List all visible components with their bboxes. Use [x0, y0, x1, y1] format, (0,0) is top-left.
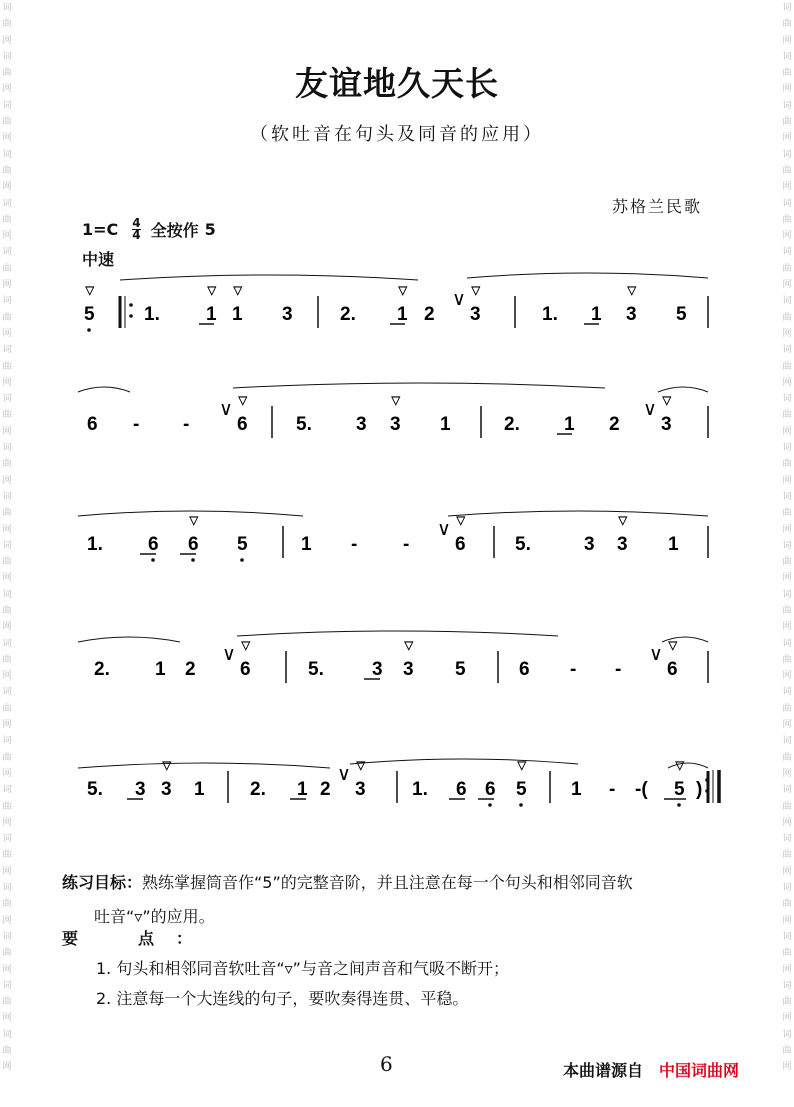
watermark-char: 曲 [782, 948, 792, 959]
subtitle: （软吐音在句头及同音的应用） [250, 124, 544, 145]
watermark-char: 曲 [782, 1046, 792, 1056]
repeat-dot [129, 314, 133, 318]
watermark-char: 曲 [2, 19, 12, 30]
watermark-char: 曲 [782, 557, 792, 568]
soft-tongue-mark: ▿ [627, 280, 637, 301]
watermark-char: 网 [782, 817, 792, 828]
note: 5 [674, 779, 685, 800]
watermark-char: 曲 [782, 312, 792, 323]
watermark-char: 网 [2, 377, 12, 388]
note: - [183, 414, 190, 435]
note: 2 [320, 779, 331, 800]
watermark-char: 词 [2, 247, 12, 258]
watermark-char: 曲 [782, 850, 792, 861]
watermark-char: 曲 [2, 948, 12, 959]
watermark-char: 词 [2, 540, 12, 551]
watermark-char: 网 [782, 84, 792, 95]
fingering-label: 全按作 [150, 221, 199, 240]
watermark-char: 曲 [2, 997, 12, 1008]
note: 1 [668, 534, 679, 555]
watermark-char: 曲 [2, 165, 12, 176]
low-octave-dot [240, 558, 244, 562]
soft-tongue-mark: ▿ [618, 510, 628, 531]
soft-tongue-mark: ▿ [517, 755, 527, 776]
watermark-char: 曲 [2, 508, 12, 519]
note: 1. [542, 304, 558, 325]
watermark-char: 曲 [782, 19, 792, 30]
source-credit [563, 1058, 739, 1081]
watermark-char: 曲 [2, 361, 12, 372]
watermark-char: 网 [782, 671, 792, 682]
note: 1 [440, 414, 451, 435]
goal-text-2: 吐音“▿”的应用。 [94, 907, 215, 926]
note: 2. [94, 659, 110, 680]
time-signature-top: 4 [132, 216, 141, 230]
watermark-char: 词 [782, 883, 792, 894]
watermark-char: 词 [2, 100, 12, 111]
watermark-char: 网 [2, 720, 12, 731]
watermark-char: 曲 [2, 1046, 12, 1056]
watermark-char: 网 [2, 182, 12, 193]
watermark-char: 网 [2, 671, 12, 682]
note: 3 [584, 534, 595, 555]
goal-text-1: 熟练掌握筒音作“5”的完整音阶，并且注意在每一个句头和相邻同音软 [142, 873, 633, 892]
watermark-char: 曲 [2, 752, 12, 763]
soft-tongue-mark: ▿ [398, 280, 408, 301]
note: 3 [355, 779, 366, 800]
watermark-char: 词 [2, 345, 12, 356]
note: 5 [676, 304, 687, 325]
watermark-char: 网 [782, 231, 792, 242]
watermark-char: 曲 [2, 459, 12, 470]
watermark-char: 网 [2, 35, 12, 46]
watermark-char: 网 [782, 524, 792, 535]
note: 3 [161, 779, 172, 800]
note: 5. [515, 534, 531, 555]
note: 1 [194, 779, 205, 800]
note: 6 [87, 414, 98, 435]
watermark-char: 网 [2, 231, 12, 242]
watermark-char: 网 [782, 866, 792, 877]
note: 2. [250, 779, 266, 800]
soft-tongue-mark: ▿ [356, 755, 366, 776]
watermark-char: 词 [782, 198, 792, 209]
watermark-char: 曲 [782, 654, 792, 665]
watermark-char: 网 [782, 1013, 792, 1024]
watermark-char: 词 [782, 345, 792, 356]
watermark-char: 网 [2, 768, 12, 779]
watermark-char: 词 [782, 931, 792, 942]
note: 3 [135, 779, 146, 800]
watermark-char: 词 [2, 3, 12, 13]
note: - [403, 534, 410, 555]
note: -( [635, 779, 648, 800]
watermark-char: 词 [2, 687, 12, 698]
note: 1 [591, 304, 602, 325]
note: 6 [456, 779, 467, 800]
watermark-char: 网 [782, 280, 792, 291]
point-1: 1. 句头和相邻同音软吐音“▿”与音之间声音和气吸不断开； [96, 959, 509, 978]
watermark-char: 词 [2, 296, 12, 307]
watermark-char: 词 [782, 589, 792, 600]
note: 1 [155, 659, 166, 680]
watermark-char: 词 [782, 247, 792, 258]
low-octave-dot [519, 803, 523, 807]
watermark-char: 词 [2, 883, 12, 894]
note: 6 [455, 534, 466, 555]
breath-mark: ∨ [219, 399, 233, 420]
watermark-char: 曲 [782, 361, 792, 372]
breath-mark: ∨ [337, 764, 351, 785]
watermark-char: 网 [2, 133, 12, 144]
breath-mark: ∨ [437, 519, 451, 540]
watermark-char: 词 [782, 491, 792, 502]
low-octave-dot [151, 558, 155, 562]
composer: 苏格兰民歌 [612, 197, 703, 216]
watermark-char: 词 [782, 100, 792, 111]
breath-mark: ∨ [643, 399, 657, 420]
note: 1 [206, 304, 217, 325]
note: 1 [232, 304, 243, 325]
point-2: 2. 注意每一个大连线的句子，要吹奏得连贯、平稳。 [96, 989, 469, 1008]
slur [78, 763, 330, 768]
slur [120, 275, 418, 280]
watermark-char: 曲 [782, 752, 792, 763]
watermark-char: 网 [782, 475, 792, 486]
watermark-char: 词 [782, 1029, 792, 1040]
watermark-char: 网 [782, 720, 792, 731]
watermark-char: 曲 [782, 68, 792, 79]
watermark-char: 词 [2, 198, 12, 209]
watermark-char: 网 [2, 866, 12, 877]
soft-tongue-mark: ▿ [241, 635, 251, 656]
watermark-char: 词 [2, 589, 12, 600]
watermark-char: 词 [2, 931, 12, 942]
note: 6 [237, 414, 248, 435]
watermark-char: 网 [782, 182, 792, 193]
breath-mark: ∨ [222, 644, 236, 665]
watermark-char: 词 [2, 491, 12, 502]
watermark-char: 曲 [2, 654, 12, 665]
note: 2 [609, 414, 620, 435]
watermark-char: 网 [782, 573, 792, 584]
note: 5 [237, 534, 248, 555]
watermark-char: 网 [2, 817, 12, 828]
watermark-char: 词 [2, 980, 12, 991]
watermark-char: 词 [782, 51, 792, 62]
watermark-char: 词 [782, 149, 792, 160]
note: 6 [667, 659, 678, 680]
watermark-char: 词 [782, 296, 792, 307]
note: 1. [87, 534, 103, 555]
watermark-char: 词 [782, 443, 792, 454]
watermark-char: 词 [782, 394, 792, 405]
note: 6 [240, 659, 251, 680]
watermark-char: 曲 [2, 899, 12, 910]
slur [350, 759, 578, 764]
watermark-char: 曲 [2, 117, 12, 128]
note: 3 [470, 304, 481, 325]
source-label: 本曲谱源自 [563, 1061, 644, 1080]
note: 1 [564, 414, 575, 435]
watermark-char: 词 [782, 687, 792, 698]
watermark-char: 网 [782, 964, 792, 975]
soft-tongue-mark: ▿ [391, 390, 401, 411]
low-octave-dot [87, 328, 91, 332]
watermark-char: 曲 [2, 703, 12, 714]
watermark-char: 网 [2, 524, 12, 535]
watermark-char: 曲 [782, 703, 792, 714]
tempo-marking: 中速 [82, 250, 115, 269]
note: 3 [390, 414, 401, 435]
watermark-char: 曲 [782, 117, 792, 128]
note: 6 [188, 534, 199, 555]
note: 3 [356, 414, 367, 435]
watermark-char: 词 [2, 149, 12, 160]
watermark-char: 网 [782, 768, 792, 779]
watermark-char: 曲 [782, 459, 792, 470]
breath-mark: ∨ [452, 289, 466, 310]
note: 1 [397, 304, 408, 325]
note: 6 [148, 534, 159, 555]
note: 1 [301, 534, 312, 555]
note: 3 [617, 534, 628, 555]
watermark-char: 网 [782, 1062, 792, 1073]
watermark-char: 曲 [782, 165, 792, 176]
watermark-char: 词 [782, 785, 792, 796]
watermark-char: 曲 [782, 214, 792, 225]
watermark-char: 网 [2, 1013, 12, 1024]
note: 5 [516, 779, 527, 800]
watermark-char: 曲 [2, 557, 12, 568]
note: 1 [297, 779, 308, 800]
goal-label: 练习目标： [62, 873, 143, 892]
note: 5. [87, 779, 103, 800]
slur [668, 763, 708, 768]
repeat-dot [705, 778, 709, 782]
watermark-char: 网 [2, 475, 12, 486]
slur [233, 383, 605, 388]
soft-tongue-mark: ▿ [162, 755, 172, 776]
note: 1. [412, 779, 428, 800]
slur [78, 637, 180, 642]
watermark-char: 网 [2, 84, 12, 95]
note: 2 [185, 659, 196, 680]
watermark-char: 网 [782, 133, 792, 144]
watermark-char: 网 [782, 35, 792, 46]
note: - [615, 659, 622, 680]
note: 2 [424, 304, 435, 325]
slur [448, 511, 708, 516]
watermark-char: 网 [782, 915, 792, 926]
slur [78, 387, 130, 392]
soft-tongue-mark: ▿ [233, 280, 243, 301]
repeat-dot [129, 303, 133, 307]
note: 3 [403, 659, 414, 680]
note: 5 [455, 659, 466, 680]
breath-mark: ∨ [649, 644, 663, 665]
watermark-char: 曲 [782, 801, 792, 812]
repeat-dot [705, 789, 709, 793]
slur [237, 631, 558, 636]
watermark-char: 词 [782, 3, 792, 13]
watermark-char: 词 [2, 1029, 12, 1040]
watermark-char: 曲 [782, 605, 792, 616]
watermark-char: 词 [2, 834, 12, 845]
watermark-char: 词 [2, 736, 12, 747]
watermark-char: 网 [2, 426, 12, 437]
note: - [351, 534, 358, 555]
soft-tongue-mark: ▿ [404, 635, 414, 656]
note: 5. [296, 414, 312, 435]
watermark-char: 曲 [2, 410, 12, 421]
watermark-char: 曲 [2, 312, 12, 323]
low-octave-dot [488, 803, 492, 807]
watermark-char: 词 [2, 51, 12, 62]
page-title: 友谊地久天长 [295, 64, 499, 103]
watermark-char: 网 [782, 426, 792, 437]
watermark-char: 词 [2, 785, 12, 796]
soft-tongue-mark: ▿ [85, 280, 95, 301]
watermark-char: 网 [782, 328, 792, 339]
watermark-char: 曲 [2, 68, 12, 79]
watermark-char: 网 [2, 915, 12, 926]
slur [467, 273, 708, 278]
soft-tongue-mark: ▿ [456, 510, 466, 531]
note: 3 [282, 304, 293, 325]
soft-tongue-mark: ▿ [675, 755, 685, 776]
watermark-char: 网 [2, 280, 12, 291]
key-signature: 1=C [82, 220, 119, 239]
note: 1 [571, 779, 582, 800]
note: 6 [485, 779, 496, 800]
watermark-char: 曲 [2, 801, 12, 812]
watermark-char: 词 [782, 834, 792, 845]
watermark-char: 词 [2, 638, 12, 649]
soft-tongue-mark: ▿ [668, 635, 678, 656]
source-site[interactable]: 中国词曲网 [659, 1061, 740, 1080]
watermark-char: 曲 [2, 850, 12, 861]
soft-tongue-mark: ▿ [238, 390, 248, 411]
watermark-char: 网 [2, 1062, 12, 1073]
note: 1. [144, 304, 160, 325]
watermark-char: 曲 [782, 899, 792, 910]
page-number: 6 [380, 1052, 393, 1076]
soft-tongue-mark: ▿ [471, 280, 481, 301]
note: - [609, 779, 616, 800]
note: 3 [372, 659, 383, 680]
fingering-note: 5 [204, 220, 216, 239]
note: 3 [661, 414, 672, 435]
watermark-char: 曲 [782, 997, 792, 1008]
watermark-char: 曲 [782, 410, 792, 421]
watermark-char: 曲 [782, 263, 792, 274]
low-octave-dot [677, 803, 681, 807]
note: - [133, 414, 140, 435]
soft-tongue-mark: ▿ [662, 390, 672, 411]
watermark-char: 网 [2, 328, 12, 339]
watermark-char: 网 [782, 622, 792, 633]
watermark-char: 词 [2, 443, 12, 454]
note: 3 [626, 304, 637, 325]
watermark-char: 词 [2, 394, 12, 405]
watermark-char: 词 [782, 638, 792, 649]
watermark-char: 曲 [2, 605, 12, 616]
note: - [570, 659, 577, 680]
watermark-char: 曲 [2, 263, 12, 274]
watermark-char: 网 [782, 377, 792, 388]
note: ) [696, 779, 703, 800]
watermark-char: 词 [782, 980, 792, 991]
time-signature-bottom: 4 [132, 228, 141, 242]
note: 2. [504, 414, 520, 435]
note: 5 [84, 304, 95, 325]
low-octave-dot [191, 558, 195, 562]
watermark-char: 网 [2, 622, 12, 633]
soft-tongue-mark: ▿ [207, 280, 217, 301]
note: 6 [519, 659, 530, 680]
note: 2. [340, 304, 356, 325]
note: 5. [308, 659, 324, 680]
watermark-char: 网 [2, 573, 12, 584]
watermark-char: 网 [2, 964, 12, 975]
soft-tongue-mark: ▿ [189, 510, 199, 531]
watermark-char: 词 [782, 736, 792, 747]
watermark-char: 曲 [2, 214, 12, 225]
points-label: 要 点： [62, 929, 215, 948]
watermark-char: 词 [782, 540, 792, 551]
practice-goal [62, 866, 742, 934]
watermark-char: 曲 [782, 508, 792, 519]
